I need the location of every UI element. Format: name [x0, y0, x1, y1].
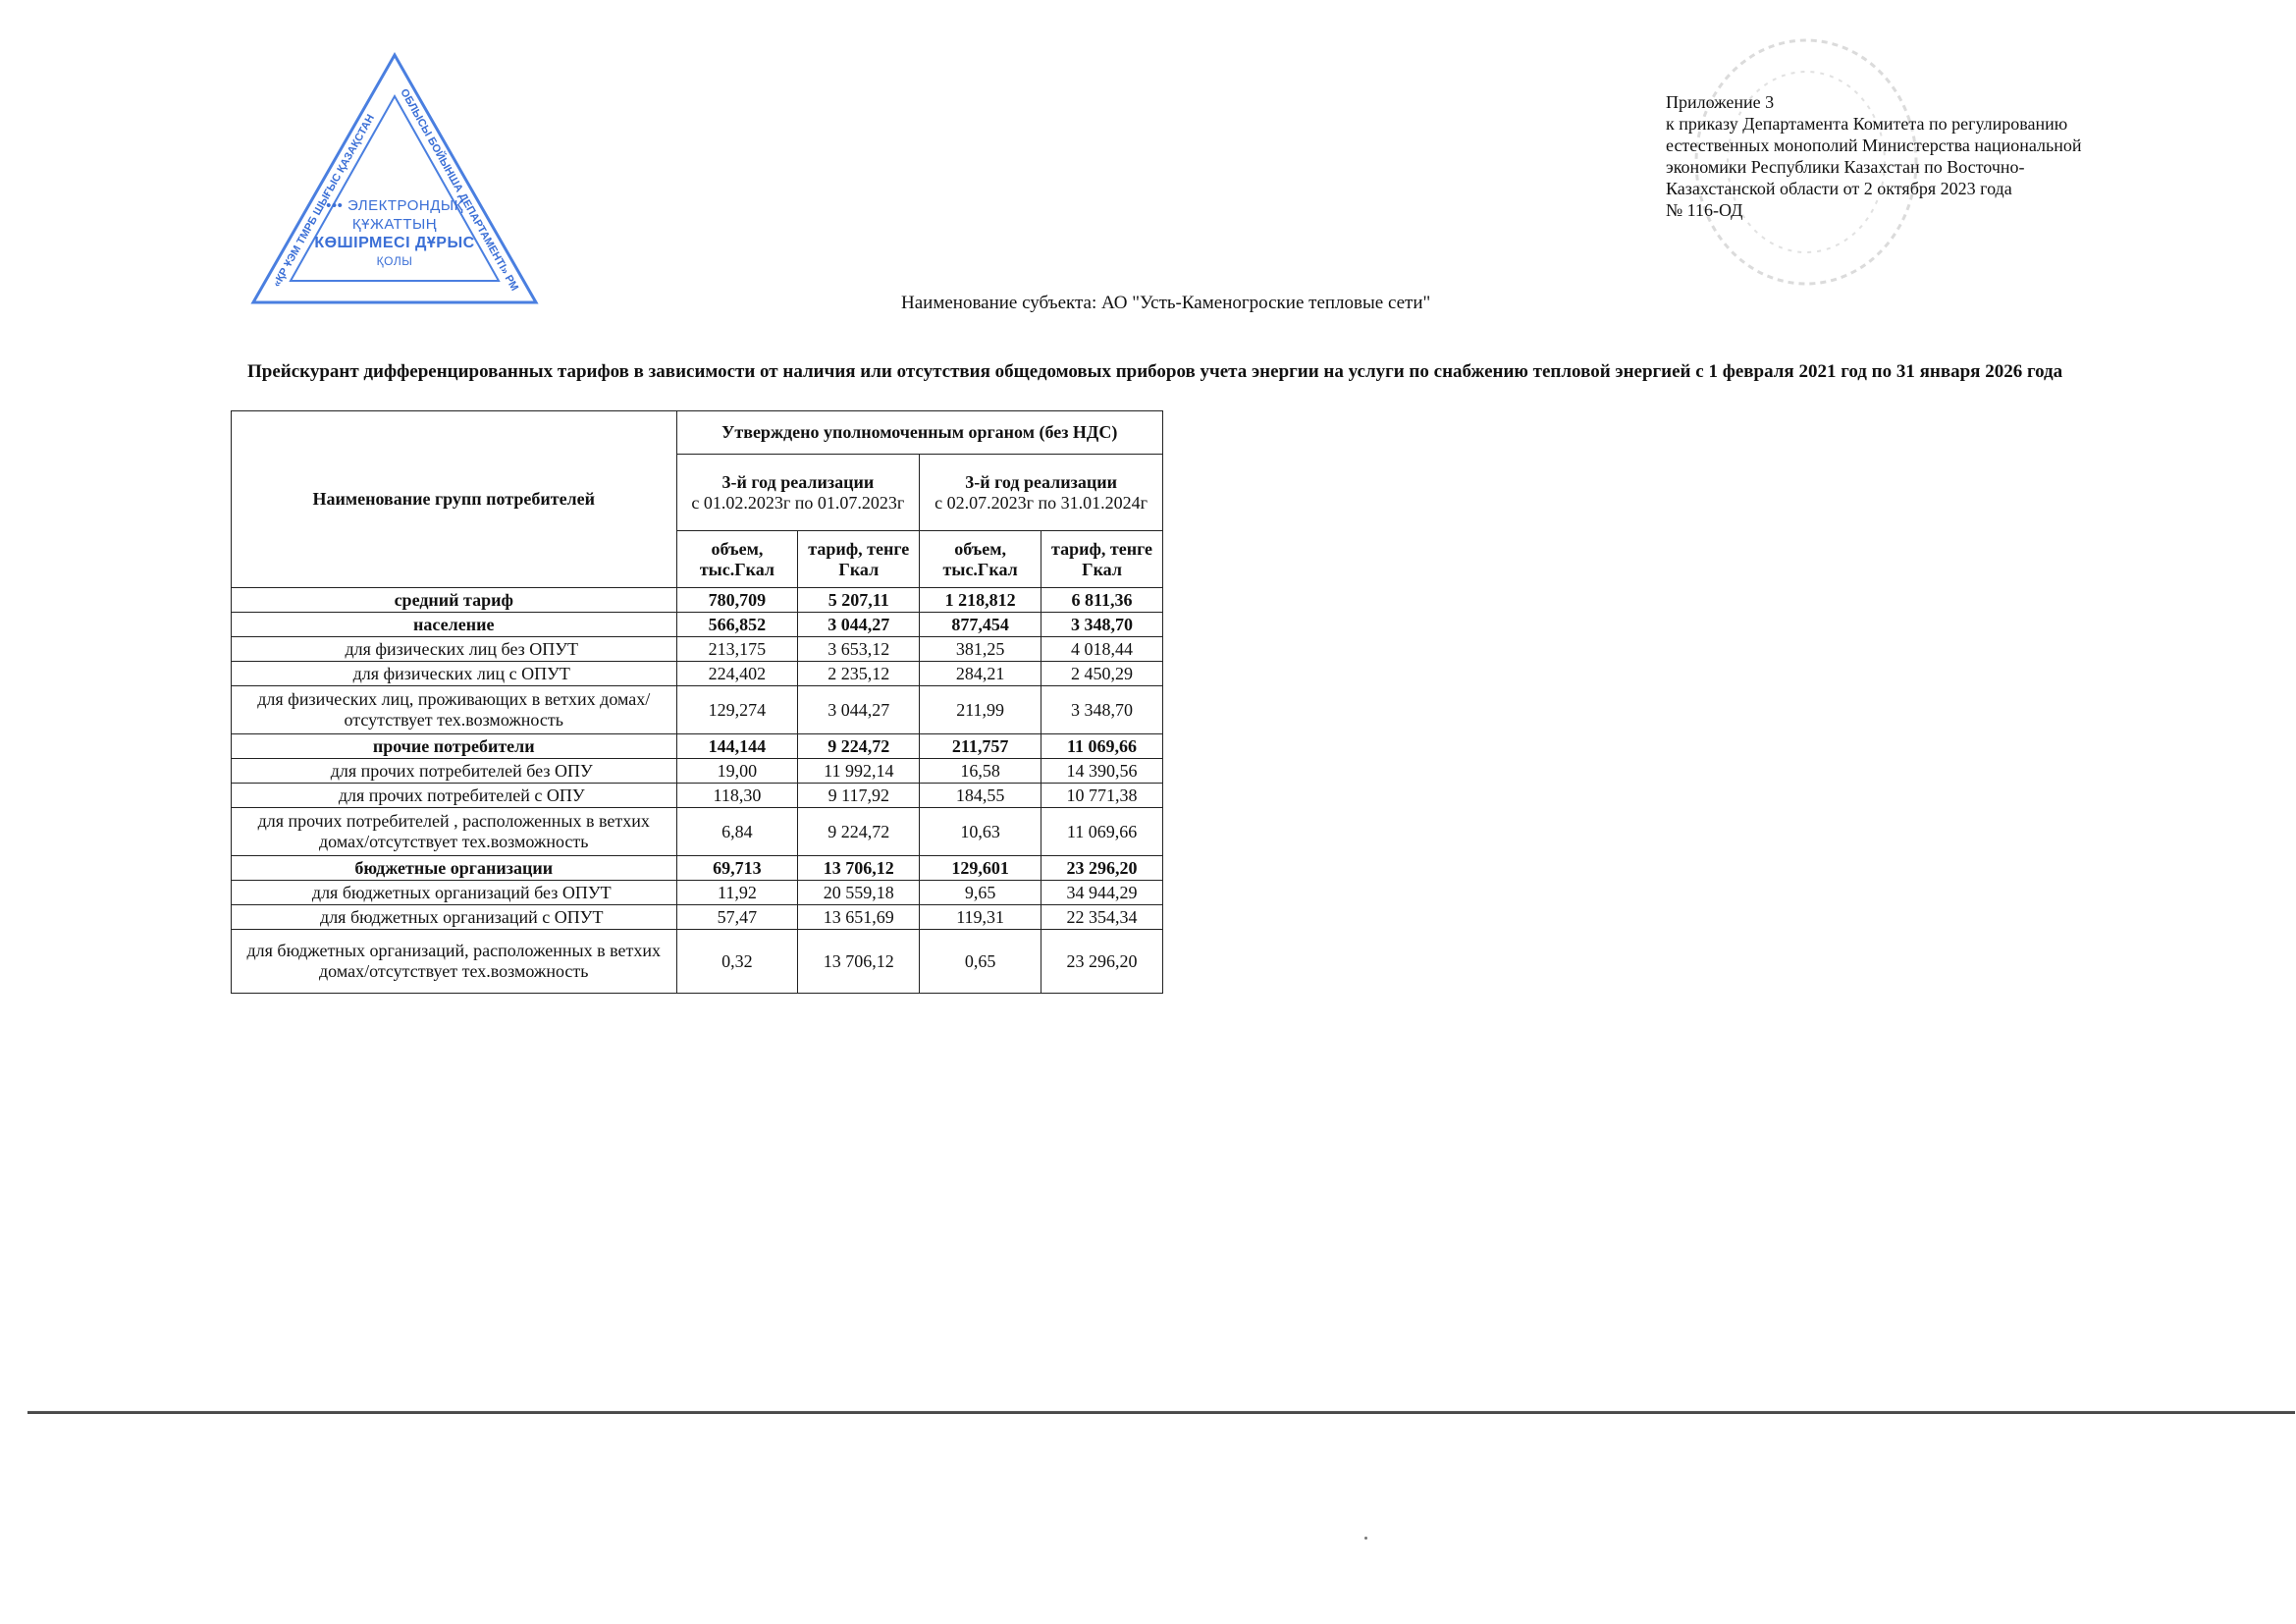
row-name: бюджетные организации — [232, 856, 677, 881]
period1-dates: с 01.02.2023г по 01.07.2023г — [691, 492, 905, 513]
row-tariff1: 9 117,92 — [798, 784, 920, 808]
table-row — [232, 856, 1163, 881]
row-volume2: 877,454 — [920, 613, 1041, 637]
table-row — [232, 686, 1163, 734]
table-row — [232, 734, 1163, 759]
row-tariff2: 23 296,20 — [1041, 856, 1163, 881]
table-row — [232, 784, 1163, 808]
row-tariff1: 3 044,27 — [798, 686, 920, 734]
row-tariff2: 10 771,38 — [1041, 784, 1163, 808]
row-volume1: 69,713 — [676, 856, 798, 881]
row-volume1: 213,175 — [676, 637, 798, 662]
table-row — [232, 662, 1163, 686]
row-name: население — [232, 613, 677, 637]
row-volume2: 211,99 — [920, 686, 1041, 734]
period2-dates: с 02.07.2023г по 31.01.2024г — [934, 492, 1148, 513]
row-name: для бюджетных организаций, расположенных в ветхих домах/отсутствует тех.возможность — [232, 930, 677, 994]
row-volume1: 566,852 — [676, 613, 798, 637]
appendix-line4: экономики Республики Казахстан по Восточно- — [1666, 157, 2025, 177]
row-volume1: 11,92 — [676, 881, 798, 905]
unit-tariff-header: тариф, тенге Гкал — [1041, 531, 1163, 588]
unit-volume-header: объем, тыс.Гкал — [920, 531, 1041, 588]
stamp-line1: ••• ЭЛЕКТРОНДЫҚ — [326, 197, 463, 214]
row-name: для прочих потребителей без ОПУ — [232, 759, 677, 784]
appendix-line5: Казахстанской области от 2 октября 2023 года — [1666, 179, 2012, 198]
row-name: для физических лиц без ОПУТ — [232, 637, 677, 662]
row-tariff1: 20 559,18 — [798, 881, 920, 905]
stamp-line4: ҚОЛЫ — [376, 254, 413, 268]
row-name: средний тариф — [232, 588, 677, 613]
table-row — [232, 588, 1163, 613]
row-volume2: 381,25 — [920, 637, 1041, 662]
row-volume1: 118,30 — [676, 784, 798, 808]
row-volume1: 129,274 — [676, 686, 798, 734]
appendix-line2: к приказу Департамента Комитета по регулированию — [1666, 114, 2068, 134]
row-tariff2: 2 450,29 — [1041, 662, 1163, 686]
row-name: для физических лиц с ОПУТ — [232, 662, 677, 686]
page-divider — [27, 1411, 2295, 1414]
scan-speck — [1364, 1537, 1367, 1540]
row-name: для физических лиц, проживающих в ветхих домах/отсутствует тех.возможность — [232, 686, 677, 734]
row-tariff2: 34 944,29 — [1041, 881, 1163, 905]
row-name: для прочих потребителей , расположенных в ветхих домах/отсутствует тех.возможность — [232, 808, 677, 856]
row-tariff2: 14 390,56 — [1041, 759, 1163, 784]
table-row — [232, 637, 1163, 662]
appendix-line1: Приложение 3 — [1666, 92, 1775, 112]
stamp-text — [306, 196, 483, 271]
row-tariff1: 3 044,27 — [798, 613, 920, 637]
row-volume1: 57,47 — [676, 905, 798, 930]
row-tariff1: 13 651,69 — [798, 905, 920, 930]
row-name: для бюджетных организаций без ОПУТ — [232, 881, 677, 905]
approved-header: Утверждено уполномоченным органом (без НДС) — [676, 411, 1163, 455]
row-volume2: 9,65 — [920, 881, 1041, 905]
appendix-line3: естественных монополий Министерства национальной — [1666, 135, 2082, 155]
row-volume2: 284,21 — [920, 662, 1041, 686]
row-volume1: 780,709 — [676, 588, 798, 613]
stamp-line2: ҚҰЖАТТЫҢ — [351, 216, 438, 233]
row-tariff1: 2 235,12 — [798, 662, 920, 686]
period1-title: 3-й год реализации — [721, 471, 875, 492]
period1-header — [676, 455, 920, 531]
appendix-line6: № 116-ОД — [1666, 200, 1743, 220]
row-tariff2: 23 296,20 — [1041, 930, 1163, 994]
row-tariff2: 3 348,70 — [1041, 686, 1163, 734]
row-volume1: 0,32 — [676, 930, 798, 994]
table-row — [232, 759, 1163, 784]
row-volume1: 224,402 — [676, 662, 798, 686]
row-tariff1: 11 992,14 — [798, 759, 920, 784]
period2-title: 3-й год реализации — [965, 471, 1117, 492]
row-tariff2: 22 354,34 — [1041, 905, 1163, 930]
row-tariff2: 4 018,44 — [1041, 637, 1163, 662]
row-volume2: 10,63 — [920, 808, 1041, 856]
row-volume1: 19,00 — [676, 759, 798, 784]
row-name: для бюджетных организаций с ОПУТ — [232, 905, 677, 930]
document-title: Прейскурант дифференцированных тарифов в зависимости от наличия или отсутствия общедомовых приборов учета энергии на услуги по снабжению тепловой энергией с 1 февраля 2021 год по 31 января 2026 года — [247, 361, 2063, 382]
svg-text:ОБЛЫСЫ БОЙЫНША ДЕПАРТАМЕНТІ» Р: ОБЛЫСЫ БОЙЫНША ДЕПАРТАМЕНТІ» РМ — [398, 86, 521, 294]
row-tariff1: 5 207,11 — [798, 588, 920, 613]
row-tariff1: 3 653,12 — [798, 637, 920, 662]
tariff-table — [231, 410, 1163, 994]
table-row — [232, 808, 1163, 856]
row-volume1: 6,84 — [676, 808, 798, 856]
row-tariff2: 3 348,70 — [1041, 613, 1163, 637]
row-tariff2: 6 811,36 — [1041, 588, 1163, 613]
svg-text:«ҚР ҰЭМ ТМРБ ШЫҒЫС ҚАЗАҚСТАН: «ҚР ҰЭМ ТМРБ ШЫҒЫС ҚАЗАҚСТАН — [271, 112, 378, 290]
row-tariff1: 13 706,12 — [798, 930, 920, 994]
unit-volume-header: объем, тыс.Гкал — [676, 531, 798, 588]
stamp-line3: КӨШІРМЕСІ ДҰРЫС — [314, 235, 475, 251]
row-volume2: 184,55 — [920, 784, 1041, 808]
table-row — [232, 881, 1163, 905]
row-name: прочие потребители — [232, 734, 677, 759]
unit-tariff-header: тариф, тенге Гкал — [798, 531, 920, 588]
row-volume2: 119,31 — [920, 905, 1041, 930]
row-volume2: 129,601 — [920, 856, 1041, 881]
table-row — [232, 905, 1163, 930]
row-tariff2: 11 069,66 — [1041, 734, 1163, 759]
period2-header — [920, 455, 1163, 531]
electronic-copy-stamp — [247, 49, 542, 309]
row-volume2: 0,65 — [920, 930, 1041, 994]
row-tariff2: 11 069,66 — [1041, 808, 1163, 856]
row-volume2: 1 218,812 — [920, 588, 1041, 613]
table-row — [232, 613, 1163, 637]
appendix-reference — [1666, 91, 2176, 221]
row-volume2: 211,757 — [920, 734, 1041, 759]
consumer-group-header: Наименование групп потребителей — [232, 411, 677, 588]
row-volume2: 16,58 — [920, 759, 1041, 784]
table-row — [232, 930, 1163, 994]
row-tariff1: 13 706,12 — [798, 856, 920, 881]
subject-name: Наименование субъекта: АО "Усть-Каменогроские тепловые сети" — [901, 293, 1431, 313]
row-tariff1: 9 224,72 — [798, 808, 920, 856]
row-tariff1: 9 224,72 — [798, 734, 920, 759]
row-name: для прочих потребителей с ОПУ — [232, 784, 677, 808]
row-volume1: 144,144 — [676, 734, 798, 759]
